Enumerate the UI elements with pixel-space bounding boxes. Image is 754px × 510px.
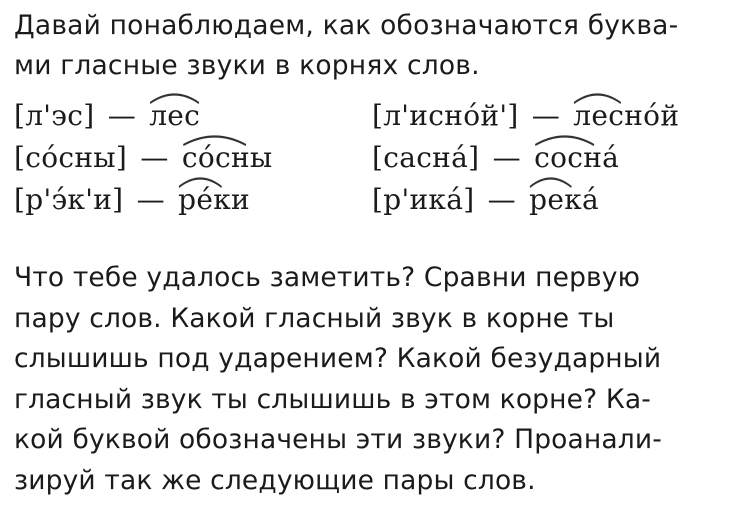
question-line: кой буквой обозначены эти звуки? Проанали-	[14, 424, 662, 455]
root-arc-icon	[178, 174, 223, 188]
root-arc-icon	[529, 174, 572, 188]
word	[178, 180, 250, 220]
dash: —	[531, 99, 561, 132]
question-line: слышишь под ударением? Какой безударный	[14, 343, 662, 374]
intro-line-2: ми гласные звуки в корнях слов.	[14, 50, 480, 81]
pair-row	[372, 96, 679, 136]
word	[182, 138, 273, 178]
transcription: [сасна́]	[372, 141, 480, 174]
word	[573, 96, 679, 136]
root-arc-icon	[534, 132, 595, 146]
pair-row	[14, 96, 200, 136]
pair-row	[372, 138, 619, 178]
root-arc-icon	[182, 132, 247, 146]
word-text: лес	[149, 99, 201, 132]
word-text: ре́ки	[178, 183, 250, 216]
pair-row	[14, 138, 273, 178]
word-text: река́	[529, 183, 600, 216]
transcription: [со́сны]	[14, 141, 128, 174]
question-line: гласный звук ты слышишь в этом корне? Ка-	[14, 383, 651, 415]
word	[149, 96, 200, 136]
transcription: [л'эс]	[14, 99, 95, 132]
word-text: сосна́	[534, 141, 620, 174]
pair-row	[14, 180, 250, 220]
question-line: пару слов. Какой гласный звук в корне ты	[14, 302, 615, 334]
transcription: [р'э́к'и]	[14, 183, 124, 216]
word	[529, 180, 599, 220]
dash: —	[492, 141, 521, 174]
intro-paragraph	[14, 6, 744, 86]
question-paragraph	[14, 258, 744, 501]
root-arc-icon	[149, 90, 200, 104]
root-arc-icon	[573, 90, 622, 104]
transcription: [р'ика́]	[372, 183, 475, 216]
question-line: Что тебе удалось заметить? Сравни первую	[14, 262, 641, 293]
pair-row	[372, 180, 599, 220]
dash: —	[487, 183, 516, 216]
word	[534, 138, 619, 178]
intro-line-1: Давай понаблюдаем, как обозначаются буква-	[14, 10, 679, 41]
question-line: зируй так же следующие пары слов.	[14, 464, 536, 496]
dash: —	[140, 141, 169, 174]
transcription: [л'исно́й']	[372, 99, 519, 132]
word-text: со́сны	[181, 141, 273, 174]
dash: —	[136, 183, 165, 216]
word-text: лесно́й	[573, 99, 680, 132]
dash: —	[107, 99, 137, 132]
